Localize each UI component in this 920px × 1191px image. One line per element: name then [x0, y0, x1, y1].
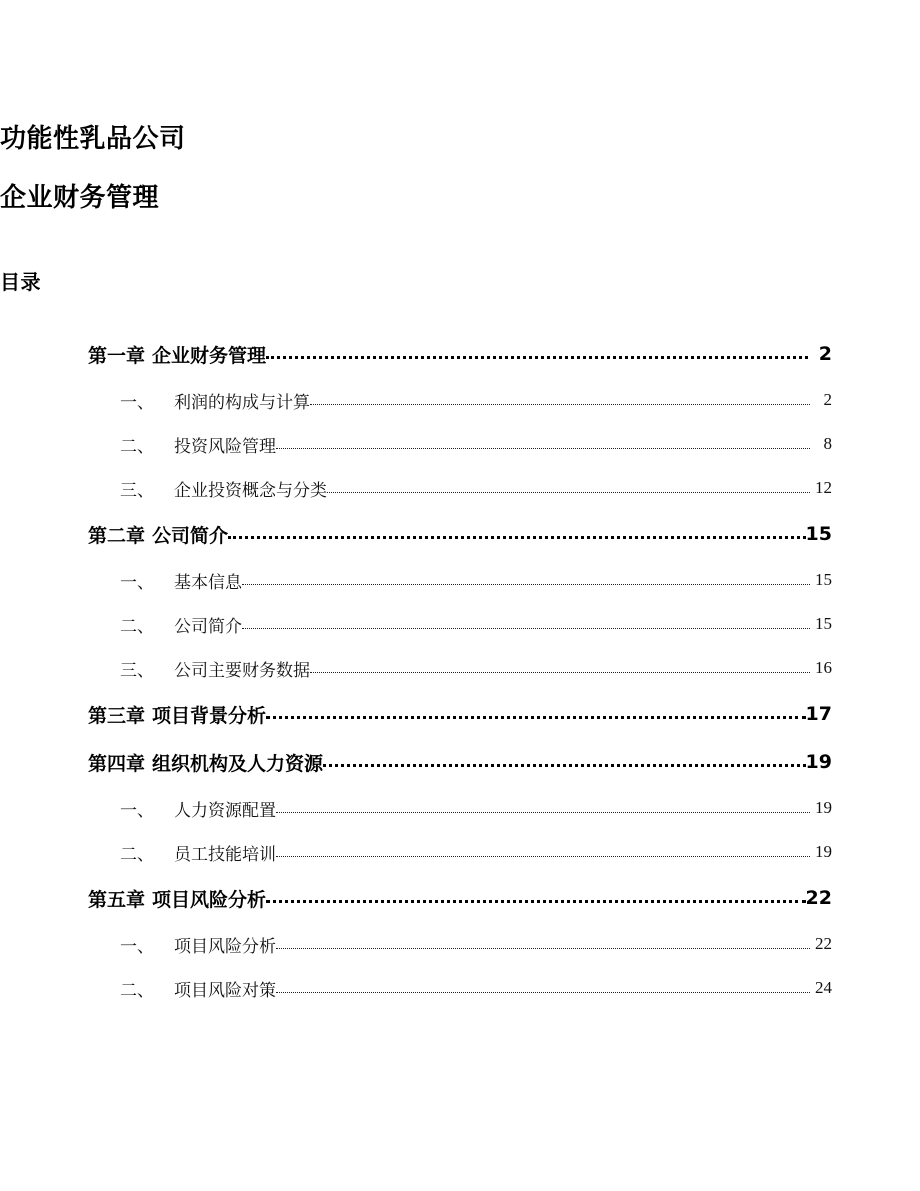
toc-entry-number: 第一章 — [88, 344, 146, 367]
toc-entry-title: 项目风险分析 — [152, 888, 267, 911]
toc-chapter-entry[interactable] — [0, 510, 920, 558]
toc-entry-title: 利润的构成与计算 — [174, 392, 310, 412]
toc-section-entry[interactable] — [0, 966, 920, 1010]
toc-leader-dots — [276, 800, 810, 817]
toc-entry-number: 第三章 — [88, 704, 146, 727]
toc-entry-label — [120, 796, 276, 821]
toc-leader-dots — [266, 889, 806, 908]
toc-leader-dots — [310, 660, 810, 677]
toc-entry-label — [120, 568, 242, 593]
toc-entry-number: 第四章 — [88, 752, 146, 775]
document-title: 功能性乳品公司 — [0, 124, 186, 154]
toc-entry-title: 公司简介 — [174, 616, 242, 636]
toc-chapter-entry[interactable] — [0, 738, 920, 786]
toc-entry-page-number: 22 — [815, 934, 832, 953]
toc-leader-dots — [327, 480, 810, 497]
toc-entry-label — [120, 840, 276, 865]
toc-section-entry[interactable] — [0, 558, 920, 602]
toc-entry-page-number: 19 — [805, 751, 832, 773]
toc-entry-number: 第五章 — [88, 888, 146, 911]
toc-entry-page-number: 8 — [823, 434, 832, 453]
toc-leader-dots — [228, 525, 806, 544]
toc-entry-page-number: 17 — [805, 703, 832, 725]
toc-entry-title: 组织机构及人力资源 — [152, 752, 324, 775]
toc-entry-title: 人力资源配置 — [174, 800, 276, 820]
toc-entry-page-number: 24 — [815, 978, 832, 997]
toc-chapter-entry[interactable] — [0, 874, 920, 922]
toc-entry-number: 一、 — [120, 936, 154, 956]
toc-leader-dots — [266, 345, 808, 364]
toc-entry-title: 公司主要财务数据 — [174, 660, 310, 680]
document-subtitle: 企业财务管理 — [0, 183, 160, 213]
toc-leader-dots — [323, 753, 806, 772]
toc-entry-label — [120, 432, 276, 457]
toc-entry-title: 企业财务管理 — [152, 344, 267, 367]
toc-section-entry[interactable] — [0, 830, 920, 874]
toc-entry-label — [88, 521, 228, 548]
toc-entry-title: 项目风险对策 — [174, 980, 276, 1000]
toc-section-entry[interactable] — [0, 646, 920, 690]
toc-entry-title: 公司简介 — [152, 524, 229, 547]
toc-leader-dots — [242, 572, 810, 589]
toc-leader-dots — [276, 980, 810, 997]
toc-entry-label — [120, 612, 242, 637]
toc-entry-page-number: 2 — [823, 390, 832, 409]
toc-entry-label — [88, 701, 266, 728]
toc-entry-page-number: 19 — [815, 798, 832, 817]
toc-entry-page-number: 22 — [805, 887, 832, 909]
toc-leader-dots — [276, 436, 810, 453]
toc-entry-title: 项目背景分析 — [152, 704, 267, 727]
toc-section-entry[interactable] — [0, 422, 920, 466]
toc-entry-title: 基本信息 — [174, 572, 242, 592]
toc-entry-label — [88, 749, 323, 776]
toc-entry-number: 二、 — [120, 616, 154, 636]
toc-leader-dots — [276, 844, 810, 861]
toc-entry-title: 企业投资概念与分类 — [174, 480, 327, 500]
toc-entry-number: 二、 — [120, 844, 154, 864]
toc-entry-title: 员工技能培训 — [174, 844, 276, 864]
toc-entry-label — [120, 976, 276, 1001]
toc-entry-label — [120, 932, 276, 957]
toc-entry-page-number: 19 — [815, 842, 832, 861]
toc-section-entry[interactable] — [0, 466, 920, 510]
table-of-contents — [0, 330, 920, 1010]
toc-entry-number: 一、 — [120, 572, 154, 592]
toc-entry-number: 三、 — [120, 480, 154, 500]
table-of-contents-heading: 目录 — [0, 270, 41, 294]
toc-chapter-entry[interactable] — [0, 330, 920, 378]
toc-chapter-entry[interactable] — [0, 690, 920, 738]
toc-leader-dots — [310, 392, 810, 409]
toc-entry-page-number: 15 — [815, 614, 832, 633]
toc-entry-number: 一、 — [120, 392, 154, 412]
toc-section-entry[interactable] — [0, 602, 920, 646]
toc-entry-number: 一、 — [120, 800, 154, 820]
toc-section-entry[interactable] — [0, 378, 920, 422]
toc-entry-label — [120, 388, 310, 413]
toc-entry-number: 第二章 — [88, 524, 146, 547]
toc-entry-page-number: 2 — [818, 343, 832, 365]
toc-entry-page-number: 16 — [815, 658, 832, 677]
toc-section-entry[interactable] — [0, 786, 920, 830]
toc-section-entry[interactable] — [0, 922, 920, 966]
toc-entry-label — [88, 341, 266, 368]
toc-leader-dots — [276, 936, 810, 953]
toc-entry-page-number: 15 — [815, 570, 832, 589]
toc-entry-label — [120, 476, 327, 501]
toc-entry-page-number: 12 — [815, 478, 832, 497]
toc-leader-dots — [242, 616, 810, 633]
toc-entry-title: 项目风险分析 — [174, 936, 276, 956]
toc-entry-label — [120, 656, 310, 681]
toc-entry-number: 二、 — [120, 980, 154, 1000]
toc-entry-page-number: 15 — [805, 523, 832, 545]
toc-leader-dots — [266, 705, 806, 724]
toc-entry-title: 投资风险管理 — [174, 436, 276, 456]
toc-entry-label — [88, 885, 266, 912]
toc-entry-number: 三、 — [120, 660, 154, 680]
toc-entry-number: 二、 — [120, 436, 154, 456]
